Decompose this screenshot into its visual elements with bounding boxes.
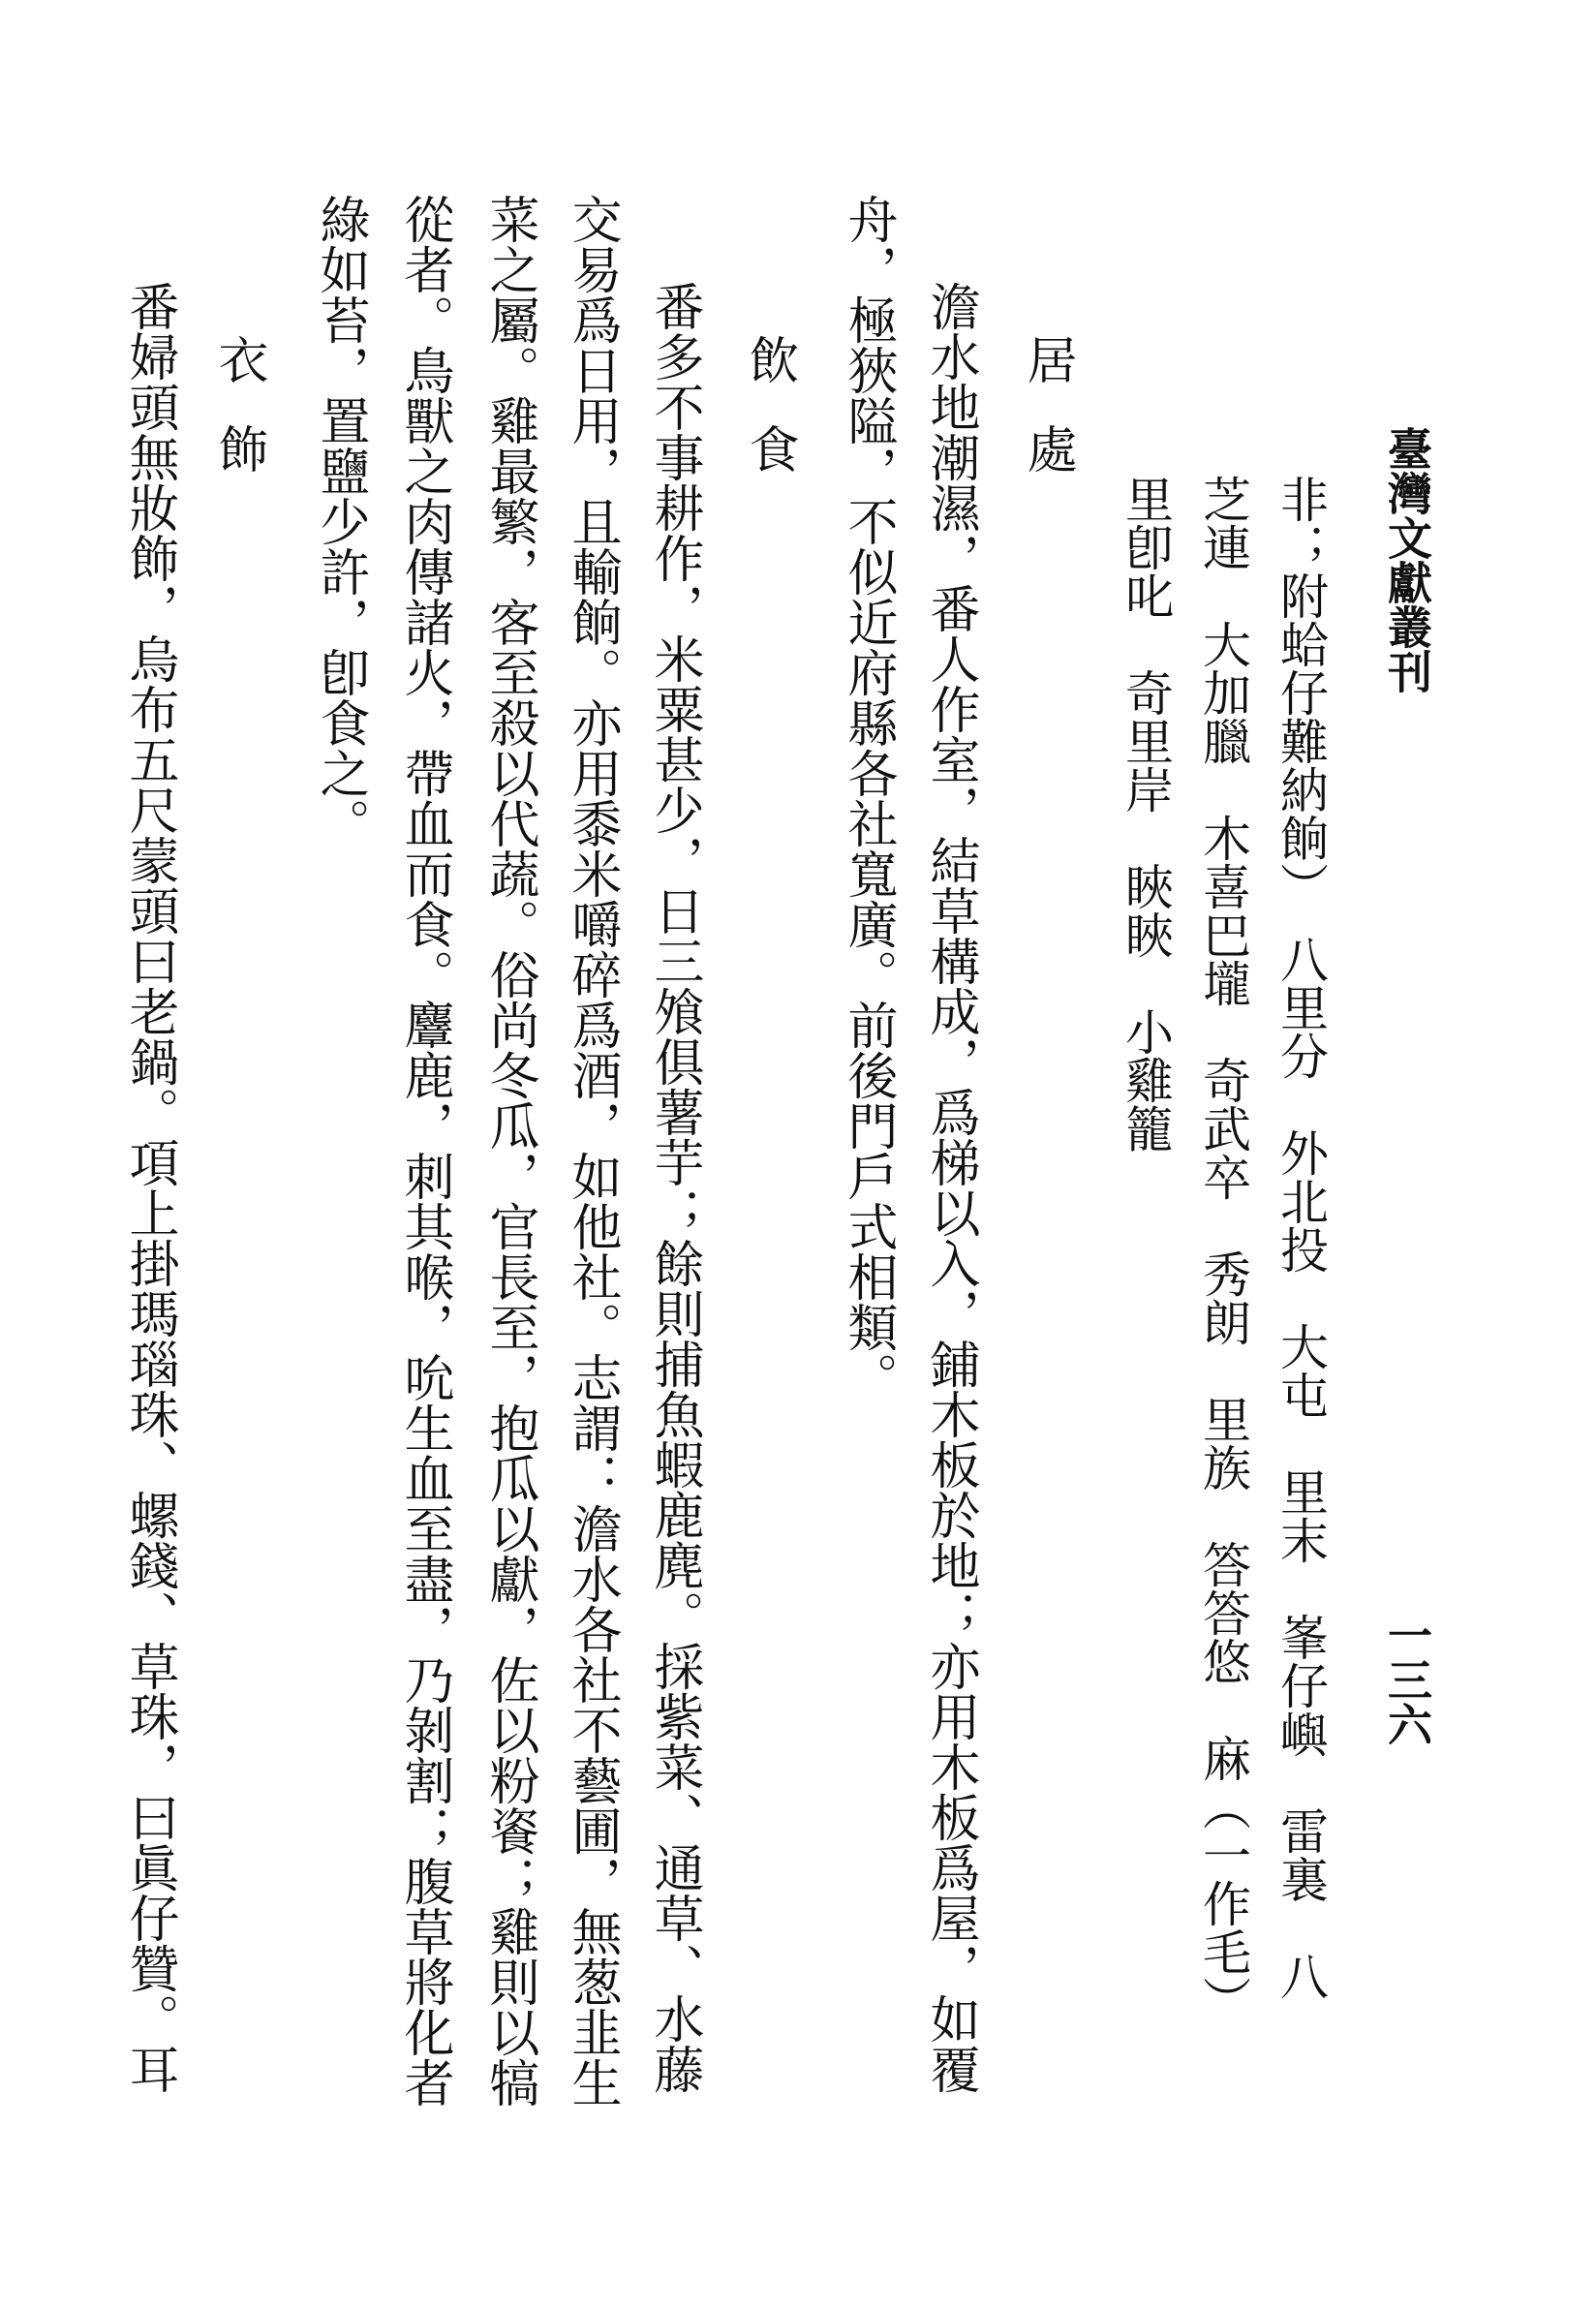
diet-line-1: 番多不事耕作，米粟甚少，日三飧俱薯芋；餘則捕魚蝦鹿麂。採紫菜、通草、水藤 — [645, 281, 703, 2094]
page-number: 一三六 — [1381, 1613, 1433, 1746]
place-list-line-2: 芝連 大加臘 木喜巴壠 奇武卒 秀朗 里族 答答悠 麻（一作毛） — [1195, 475, 1251, 2024]
clothing-line-1: 番婦頭無妝飾，烏布五尺蒙頭曰老鍋。項上掛瑪瑙珠、螺錢、草珠，曰眞仔贊。耳 — [120, 281, 178, 2094]
page-header-title: 臺灣文獻叢刊 — [1381, 426, 1433, 693]
diet-line-4: 從者。鳥獸之肉傳諸火，帶血而食。麞鹿，刺其喉，吮生血至盡，乃剝割；腹草將化者 — [395, 194, 453, 2108]
section-heading-clothing: 衣飾 — [209, 334, 267, 512]
section-heading-residence: 居處 — [1018, 334, 1076, 512]
place-list-line-3: 里卽叱 奇里岸 䀹䀹 小雞籠 — [1118, 475, 1174, 1153]
diet-line-5: 綠如苔，置鹽少許，卽食之。 — [311, 194, 369, 848]
residence-line-2: 舟，極狹隘，不似近府縣各社寬廣。前後門戶式相類。 — [839, 194, 897, 1402]
diet-line-3: 菜之屬。雞最繁，客至殺以代蔬。俗尚冬瓜，官長至，抱瓜以獻，佐以粉餈；雞則以犒 — [480, 194, 538, 2108]
diet-line-2: 交易爲日用，且輸餉。亦用黍米嚼碎爲酒，如他社。志謂：澹水各社不藝圃，無葱韭生 — [563, 194, 621, 2108]
residence-line-1: 澹水地潮濕，番人作室，結草構成，爲梯以入，鋪木板於地；亦用木板爲屋，如覆 — [921, 281, 979, 2094]
place-list-line-1: 非；附蛤仔難納餉） 八里分 外北投 大屯 里末 峯仔嶼 雷裏 八 — [1273, 475, 1329, 2000]
section-heading-diet: 飲食 — [740, 334, 798, 512]
